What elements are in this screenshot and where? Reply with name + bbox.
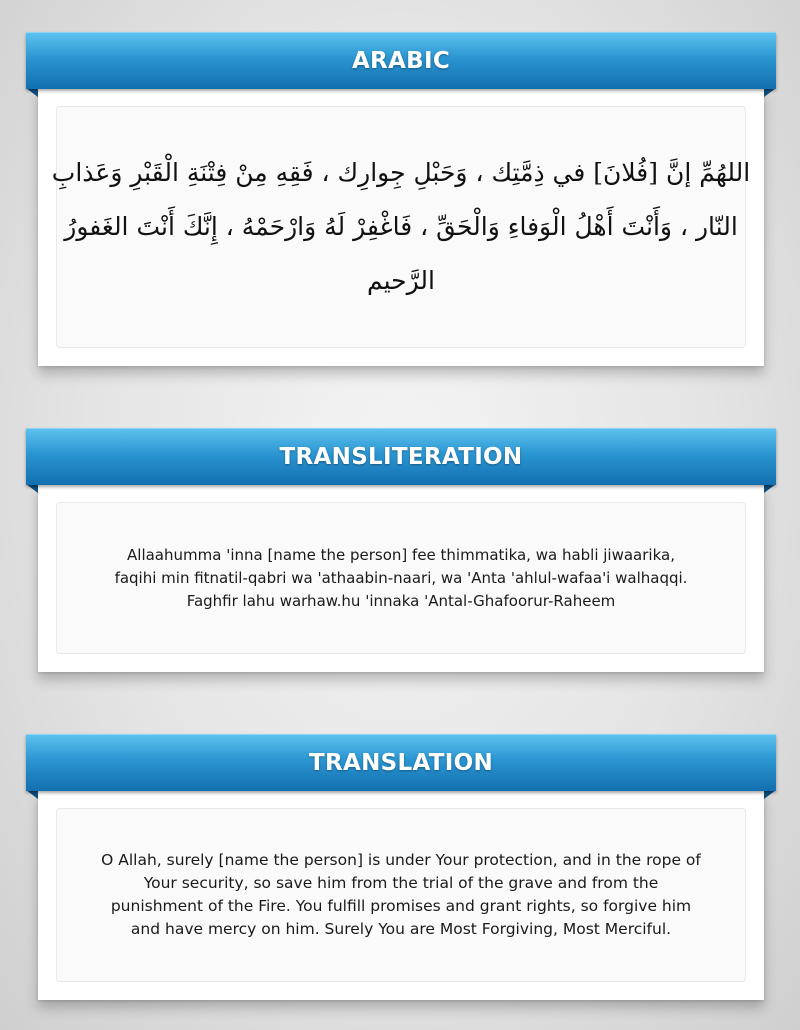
translation-card bbox=[38, 790, 764, 1000]
translation-line-3: punishment of the Fire. You fulfill promises and grant rights, so forgive him bbox=[110, 897, 692, 915]
translation-text bbox=[95, 849, 707, 941]
transliteration-banner-fold-right bbox=[764, 484, 776, 493]
transliteration-header-banner bbox=[26, 428, 776, 485]
arabic-header-title: ARABIC bbox=[351, 48, 451, 74]
transliteration-header-title: TRANSLITERATION bbox=[279, 444, 523, 470]
translation-line-2: Your security, so save him from the trial of the grave and from the bbox=[143, 874, 659, 892]
translation-header-banner bbox=[26, 734, 776, 791]
transliteration-line-1: Allaahumma 'inna [name the person] fee thimmatika, wa habli jiwaarika, bbox=[127, 545, 675, 564]
transliteration-line-3: Faghfir lahu warhaw.hu 'innaka 'Antal-Ghafoorur-Raheem bbox=[186, 591, 616, 610]
transliteration-line-2: faqihi min fitnatil-qabri wa 'athaabin-naari, wa 'Anta 'ahlul-wafaa'i walhaqqi. bbox=[114, 568, 688, 587]
arabic-card bbox=[38, 88, 764, 366]
arabic-banner-fold-left bbox=[26, 88, 38, 97]
arabic-banner-fold-right bbox=[764, 88, 776, 97]
transliteration-card bbox=[38, 484, 764, 672]
arabic-line-2: النّار ، وَأَنْتَ أَهْلُ الْوَفاءِ وَالْحَقِّ ، فَاغْفِرْ لَهُ وَارْحَمْهُ ، إِنَّكَ أَنْتَ الغَفورُ bbox=[64, 212, 738, 241]
arabic-header-banner bbox=[26, 32, 776, 89]
arabic-text bbox=[42, 146, 760, 308]
arabic-line-1: اللهُمِّ إنَّ [فُلانَ] في ذِمَّتِك ، وَحَبْلِ جِوارِك ، فَقِهِ مِنْ فِتْنَةِ الْقَبْرِ وَعَذابِ bbox=[51, 158, 751, 187]
translation-banner-fold-left bbox=[26, 790, 38, 799]
transliteration-banner-fold-left bbox=[26, 484, 38, 493]
arabic-line-3: الرَّحيم bbox=[367, 266, 435, 295]
translation-header-title: TRANSLATION bbox=[308, 750, 494, 776]
transliteration-text-panel bbox=[56, 502, 746, 654]
translation-text-panel bbox=[56, 808, 746, 982]
translation-banner-fold-right bbox=[764, 790, 776, 799]
translation-line-4: and have mercy on him. Surely You are Most Forgiving, Most Merciful. bbox=[130, 920, 672, 938]
arabic-text-panel bbox=[51, 106, 751, 348]
translation-line-1: O Allah, surely [name the person] is under Your protection, and in the rope of bbox=[101, 851, 701, 869]
transliteration-text bbox=[109, 544, 694, 613]
